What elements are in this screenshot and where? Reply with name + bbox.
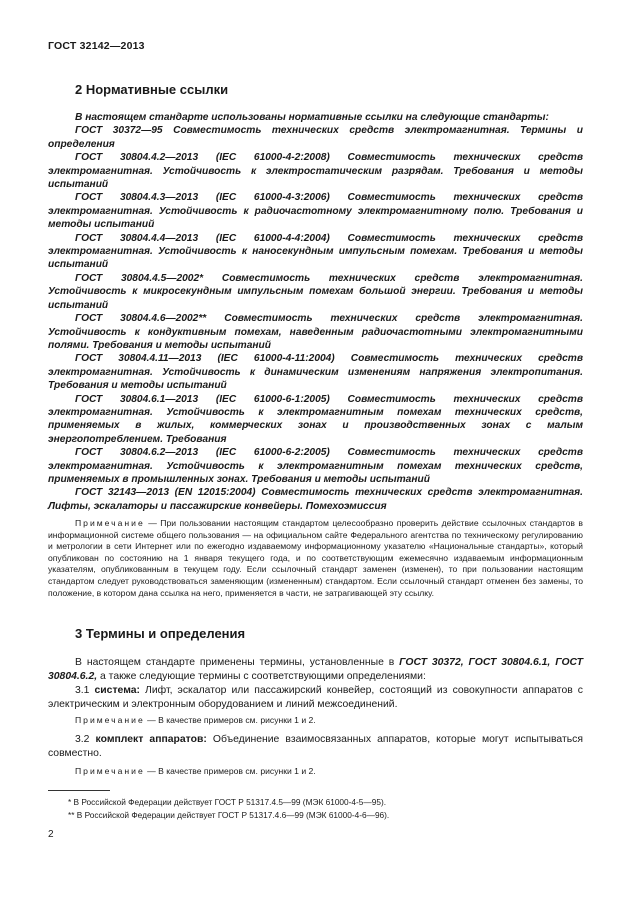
intro-standard-refs: ГОСТ 30372, ГОСТ 30804.6.1, ГОСТ 30804.6.2,	[48, 657, 583, 682]
reference-item: ГОСТ 30804.4.4—2013 (IEC 61000-4-4:2004) Совместимость технических средств электромагнитная. Устойчивость к наносекундным импульсным помехам. Требования и методы испытаний	[48, 232, 583, 271]
reference-item: ГОСТ 30804.4.5—2002* Совместимость технических средств электромагнитная. Устойчивость к микросекундным импульсным помехам большой энергии. Требования и методы испытаний	[48, 272, 583, 311]
term-2-note	[75, 766, 316, 776]
section-2-note	[48, 518, 583, 599]
term-definition: Объединение взаимосвязанных аппаратов, которые могут испытываться совместно.	[48, 734, 583, 759]
footnote-2: ** В Российской Федерации действует ГОСТ Р 51317.4.6—99 (МЭК 61000-4-6—96).	[68, 810, 390, 820]
note-label: Примечание	[75, 715, 145, 725]
term-system: система:	[94, 685, 140, 696]
section-3-intro	[48, 656, 583, 712]
reference-item: ГОСТ 30804.6.2—2013 (IEC 61000-6-2:2005) Совместимость технических средств электромагнитная. Устойчивость к электромагнитным помехам технических средств, применяемых в промышленных зонах. Требования и методы испытаний	[48, 447, 583, 485]
reference-item: ГОСТ 30372—95 Совместимость технических средств электромагнитная. Термины и определения	[48, 125, 583, 150]
intro-text-end: а также следующие термины с соответствующими определениями:	[97, 671, 426, 682]
reference-item: ГОСТ 30804.6.1—2013 (IEC 61000-6-1:2005) Совместимость технических средств электромагнитная. Устойчивость к электромагнитным помехам технических средств, применяемых в жилых, коммерческих зонах и производственных зонах с малым энергопотреблением. Требования	[48, 393, 583, 445]
running-header: ГОСТ 32142—2013	[48, 40, 145, 52]
footnote-1: * В Российской Федерации действует ГОСТ Р 51317.4.5—99 (МЭК 61000-4-5—95).	[68, 797, 387, 807]
section-3-heading: 3 Термины и определения	[75, 626, 246, 641]
reference-item: ГОСТ 30804.4.2—2013 (IEC 61000-4-2:2008) Совместимость технических средств электромагнитная. Устойчивость к электростатическим разрядам. Требования и методы испытаний	[48, 152, 583, 191]
reference-item: ГОСТ 30804.4.3—2013 (IEC 61000-4-3:2006) Совместимость технических средств электромагнитная. Устойчивость к радиочастотному электромагнитному полю. Требования и методы испытаний	[48, 192, 583, 231]
note-label: Примечание	[75, 766, 145, 776]
note-text: — В качестве примеров см. рисунки 1 и 2.	[144, 766, 316, 776]
footnote-separator	[48, 790, 110, 791]
term-equipment-set: комплект аппаратов:	[95, 734, 207, 745]
references-intro: В настоящем стандарте использованы нормативные ссылки на следующие стандарты:	[75, 112, 549, 123]
reference-item: ГОСТ 30804.4.11—2013 (IEC 61000-4-11:2004) Совместимость технических средств электромагнитная. Устойчивость к динамическим изменениям напряжения электропитания. Требования и методы испытаний	[48, 353, 583, 392]
term-1-note	[75, 715, 316, 725]
intro-text: В настоящем стандарте применены термины, установленные в	[75, 657, 400, 668]
term-2	[48, 733, 583, 761]
note-text: — В качестве примеров см. рисунки 1 и 2.	[144, 715, 316, 725]
term-number: 3.2	[75, 734, 96, 745]
page-number: 2	[48, 829, 54, 840]
reference-item: ГОСТ 30804.4.6—2002** Совместимость технических средств электромагнитная. Устойчивость к кондуктивным помехам, наведенным радиочастотными электромагнитными полями. Требования и методы испытаний	[48, 313, 583, 351]
note-label: Примечание	[75, 518, 145, 528]
term-definition: Лифт, эскалатор или пассажирский конвейер, состоящий из совокупности аппаратов с электрическим и электронным оборудованием и линий межсоединений.	[48, 685, 583, 710]
term-number: 3.1	[75, 685, 95, 696]
reference-item: ГОСТ 32143—2013 (EN 12015:2004) Совместимость технических средств электромагнитная. Лифты, эскалаторы и пассажирские конвейеры. Помехоэмиссия	[48, 487, 583, 512]
note-text: — При пользовании настоящим стандартом целесообразно проверить действие ссылочных стандартов в информационной системе общего пользования — на официальном сайте Федерального агентства по техническому регулированию и метрологии в сети Интернет или по ежегодно издаваемому информационному указателю «Национальные стандарты», который опубликован по состоянию на 1 января текущего года, и по соответствующим ежемесячно издаваемым информационным указателям, опубликованным в текущем году. Если ссылочный стандарт заменен (изменен), то при пользовании настоящим стандартом следует руководствоваться заменяющим (измененным) стандартом. Если ссылочный стандарт отменен без замены, то положение, в котором дана ссылка на него, применяется в части, не затрагивающей эту ссылку.	[48, 518, 583, 598]
section-2-heading: 2 Нормативные ссылки	[75, 82, 229, 97]
normative-references-list	[48, 111, 583, 513]
